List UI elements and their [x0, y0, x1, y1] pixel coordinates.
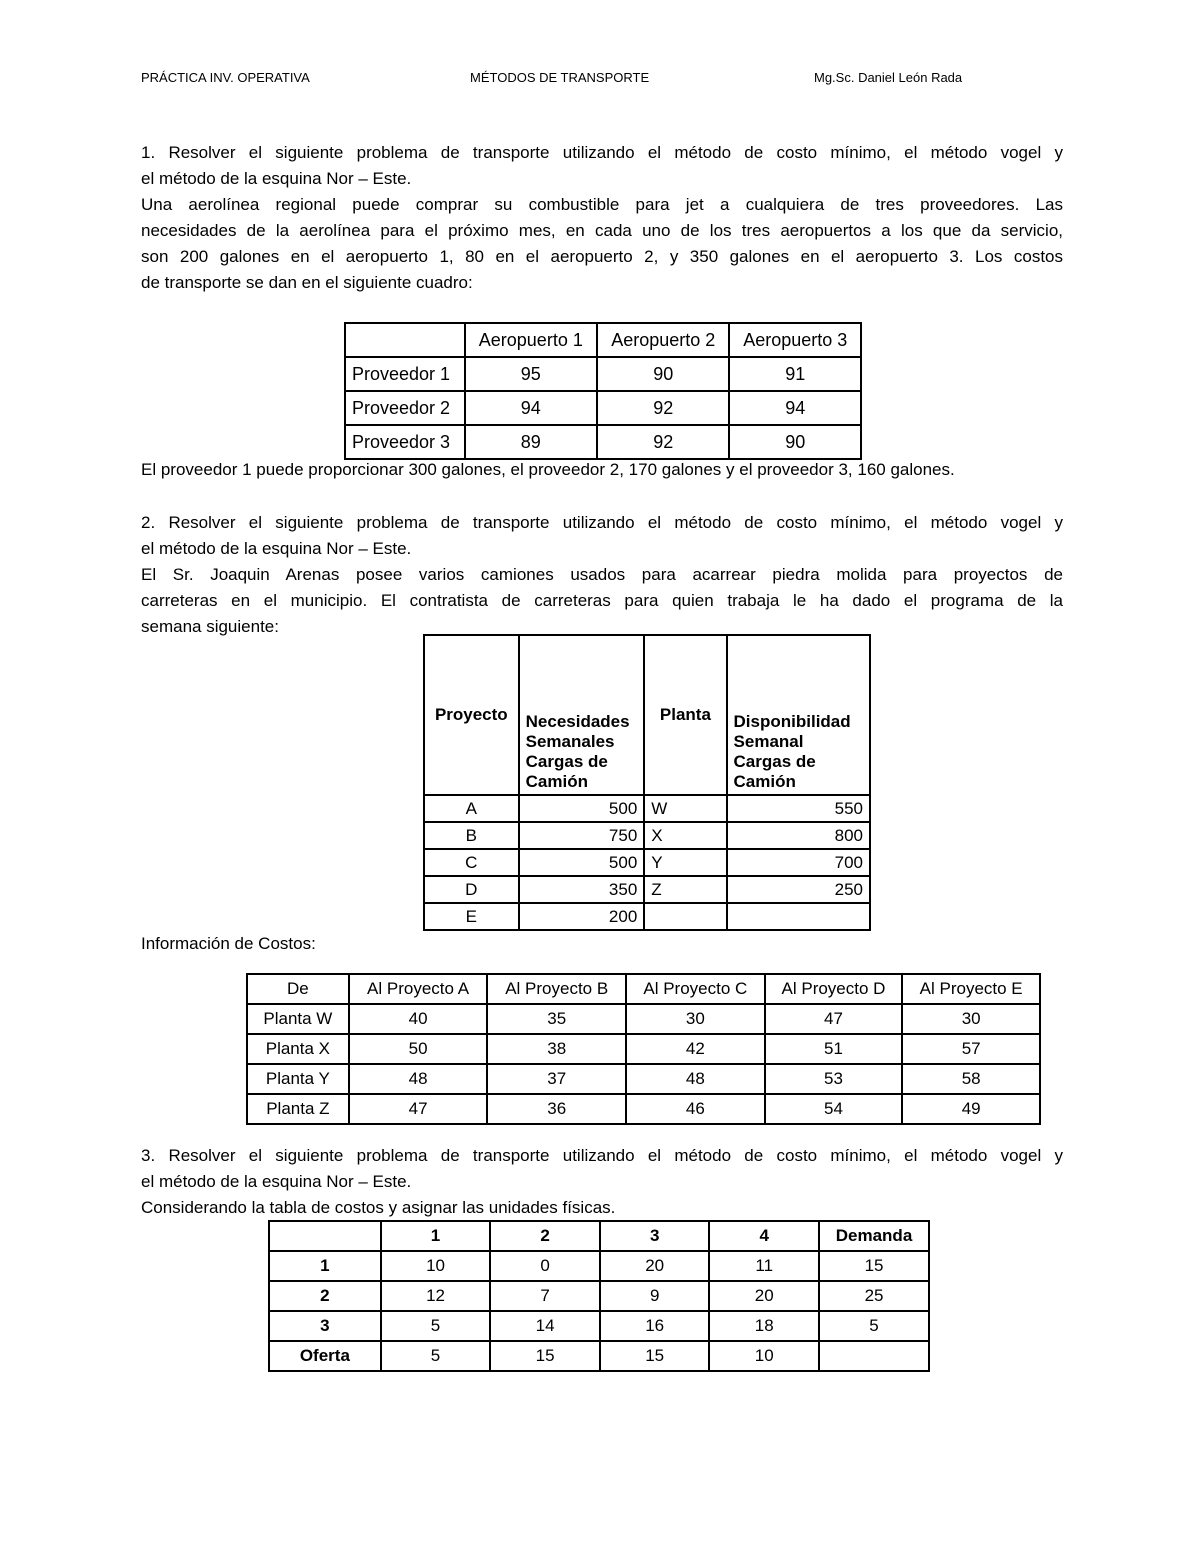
text-line: de transporte se dan en el siguiente cuadro: [141, 273, 473, 292]
table-cell: 90 [729, 425, 861, 459]
table-header-cell: 4 [709, 1221, 819, 1251]
row-label: Proveedor 1 [345, 357, 465, 391]
table-row [247, 1064, 1040, 1094]
header-right: Mg.Sc. Daniel León Rada [814, 70, 963, 85]
table-cell: 15 [819, 1251, 929, 1281]
table-cell: 5 [381, 1311, 491, 1341]
row-label: Planta X [247, 1034, 349, 1064]
table-header-cell [519, 635, 645, 795]
table-cell: 30 [902, 1004, 1040, 1034]
table-cell: 10 [381, 1251, 491, 1281]
table-header-cell [345, 323, 465, 357]
table-header-cell: Al Proyecto E [902, 974, 1040, 1004]
table-cell: X [644, 822, 726, 849]
text-line: Una aerolínea regional puede comprar su combustible para jet a cualquiera de tres proveedores. Las [141, 195, 1063, 214]
table-cell: D [424, 876, 519, 903]
text-line: necesidades de la aerolínea para el próximo mes, en cada uno de los tres aeropuertos a los que da servicio, [141, 221, 1063, 240]
table-cell: W [644, 795, 726, 822]
table-cell: 20 [600, 1251, 710, 1281]
text-line: el método de la esquina Nor – Este. [141, 1172, 412, 1191]
table-header-cell: Demanda [819, 1221, 929, 1251]
table-cell: 95 [465, 357, 597, 391]
table-cell: 20 [709, 1281, 819, 1311]
table-cell [644, 903, 726, 930]
table-row [345, 425, 861, 459]
table-cell: 750 [519, 822, 645, 849]
table-cell: C [424, 849, 519, 876]
text-line: semana siguiente: [141, 617, 279, 636]
table-cell: 200 [519, 903, 645, 930]
problem-1-text [141, 140, 1063, 296]
row-label: Planta Z [247, 1094, 349, 1124]
header-line: Camión [525, 772, 588, 791]
table-cell: 94 [465, 391, 597, 425]
row-label: Planta Y [247, 1064, 349, 1094]
table-cell: 47 [349, 1094, 488, 1124]
header-line: Camión [733, 772, 796, 791]
table-header-cell: De [247, 974, 349, 1004]
row-label: Proveedor 3 [345, 425, 465, 459]
text-line: 1. Resolver el siguiente problema de transporte utilizando el método de costo mínimo, el método vogel y [141, 143, 1063, 162]
header-left: PRÁCTICA INV. OPERATIVA [141, 70, 310, 85]
problem-3-text [141, 1143, 1063, 1221]
table-cell: 57 [902, 1034, 1040, 1064]
header-line: Semanal [733, 732, 804, 751]
table-header-row [247, 974, 1040, 1004]
table-cell: 46 [626, 1094, 765, 1124]
table-cell: Z [644, 876, 726, 903]
table-header-cell: 1 [381, 1221, 491, 1251]
table-cell: 48 [626, 1064, 765, 1094]
table-header-row [269, 1221, 929, 1251]
header-line: Semanales [525, 732, 615, 751]
table-header-cell: Aeropuerto 1 [465, 323, 597, 357]
text-line: el método de la esquina Nor – Este. [141, 539, 412, 558]
table-cell: 94 [729, 391, 861, 425]
table-header-cell: Al Proyecto A [349, 974, 488, 1004]
table-cell [819, 1341, 929, 1371]
table-cell: 25 [819, 1281, 929, 1311]
table-row [247, 1094, 1040, 1124]
header-line: Cargas de [733, 752, 816, 771]
table-cell: 30 [626, 1004, 765, 1034]
row-label: Planta W [247, 1004, 349, 1034]
table-cell: 18 [709, 1311, 819, 1341]
plant-cost-table [246, 973, 1041, 1125]
row-label: 2 [269, 1281, 381, 1311]
table-row [424, 795, 870, 822]
table-row [345, 391, 861, 425]
header-center: MÉTODOS DE TRANSPORTE [470, 70, 650, 85]
table-cell: A [424, 795, 519, 822]
table-cell: 58 [902, 1064, 1040, 1094]
table-row [424, 849, 870, 876]
table-cell: 35 [487, 1004, 626, 1034]
header-line: Necesidades [525, 712, 630, 731]
problem-2-text [141, 510, 1063, 640]
table-cell: 38 [487, 1034, 626, 1064]
table-cell: 12 [381, 1281, 491, 1311]
table-cell: 92 [597, 391, 729, 425]
table-cell: Y [644, 849, 726, 876]
table-cell: 47 [765, 1004, 903, 1034]
table-cell: 250 [727, 876, 870, 903]
row-label: Proveedor 2 [345, 391, 465, 425]
table-row [424, 822, 870, 849]
row-label: 1 [269, 1251, 381, 1281]
table-cell: 700 [727, 849, 870, 876]
text-line: 2. Resolver el siguiente problema de transporte utilizando el método de costo mínimo, el método vogel y [141, 513, 1063, 532]
table-header-cell: Al Proyecto B [487, 974, 626, 1004]
table-cell: 500 [519, 795, 645, 822]
table-cell: 48 [349, 1064, 488, 1094]
table-cell: 7 [490, 1281, 600, 1311]
table-cell: 54 [765, 1094, 903, 1124]
table-header-row [424, 635, 870, 795]
schedule-table [423, 634, 871, 931]
table-row [269, 1251, 929, 1281]
table-header-cell [269, 1221, 381, 1251]
table-header-cell: Al Proyecto C [626, 974, 765, 1004]
table-cell: 92 [597, 425, 729, 459]
table-row [269, 1311, 929, 1341]
table-cell: 14 [490, 1311, 600, 1341]
fuel-cost-table [344, 322, 862, 460]
table-cell: 89 [465, 425, 597, 459]
table-cell: 90 [597, 357, 729, 391]
table-header-cell: Aeropuerto 2 [597, 323, 729, 357]
table-cell [727, 903, 870, 930]
table-cell: 36 [487, 1094, 626, 1124]
table-cell: 550 [727, 795, 870, 822]
table-header-cell: Al Proyecto D [765, 974, 903, 1004]
table-row [424, 876, 870, 903]
table-row [247, 1004, 1040, 1034]
table-cell: 350 [519, 876, 645, 903]
text-line: carreteras en el municipio. El contratista de carreteras para quien trabaja le ha dado el programa de la [141, 591, 1063, 610]
table-cell: 16 [600, 1311, 710, 1341]
text-line: el método de la esquina Nor – Este. [141, 169, 412, 188]
table-cell: E [424, 903, 519, 930]
table-cell: 10 [709, 1341, 819, 1371]
table-cell: 500 [519, 849, 645, 876]
table-cell: 15 [490, 1341, 600, 1371]
header-line: Cargas de [525, 752, 608, 771]
table-row [269, 1341, 929, 1371]
table-header-cell [727, 635, 870, 795]
table-cell: 37 [487, 1064, 626, 1094]
row-label: 3 [269, 1311, 381, 1341]
table-cell: 51 [765, 1034, 903, 1064]
table-header-cell: 2 [490, 1221, 600, 1251]
table-cell: 40 [349, 1004, 488, 1034]
table-cell: 5 [381, 1341, 491, 1371]
text-line: son 200 galones en el aeropuerto 1, 80 en el aeropuerto 2, y 350 galones en el aeropuerto 3. Los costos [141, 247, 1063, 266]
supply-demand-table [268, 1220, 930, 1372]
table-cell: B [424, 822, 519, 849]
table-row [247, 1034, 1040, 1064]
table-cell: 49 [902, 1094, 1040, 1124]
table-cell: 0 [490, 1251, 600, 1281]
table-cell: 42 [626, 1034, 765, 1064]
text-line: Considerando la tabla de costos y asignar las unidades físicas. [141, 1198, 616, 1217]
table-header-cell: Proyecto [424, 635, 519, 795]
table-cell: 5 [819, 1311, 929, 1341]
table-cell: 800 [727, 822, 870, 849]
table-cell: 15 [600, 1341, 710, 1371]
supplier-capacity-text: El proveedor 1 puede proporcionar 300 galones, el proveedor 2, 170 galones y el proveedor 3, 160 galones. [141, 460, 955, 479]
table-header-row [345, 323, 861, 357]
table-row [345, 357, 861, 391]
table-cell: 53 [765, 1064, 903, 1094]
table-header-cell: Aeropuerto 3 [729, 323, 861, 357]
table-header-cell: 3 [600, 1221, 710, 1251]
header-line: Disponibilidad [733, 712, 851, 731]
row-label: Oferta [269, 1341, 381, 1371]
text-line: 3. Resolver el siguiente problema de transporte utilizando el método de costo mínimo, el método vogel y [141, 1146, 1063, 1165]
table-cell: 50 [349, 1034, 488, 1064]
costs-label: Información de Costos: [141, 934, 316, 953]
table-cell: 91 [729, 357, 861, 391]
table-cell: 11 [709, 1251, 819, 1281]
table-cell: 9 [600, 1281, 710, 1311]
table-row [424, 903, 870, 930]
text-line: El Sr. Joaquin Arenas posee varios camiones usados para acarrear piedra molida para proyectos de [141, 565, 1063, 584]
table-header-cell: Planta [644, 635, 726, 795]
table-row [269, 1281, 929, 1311]
